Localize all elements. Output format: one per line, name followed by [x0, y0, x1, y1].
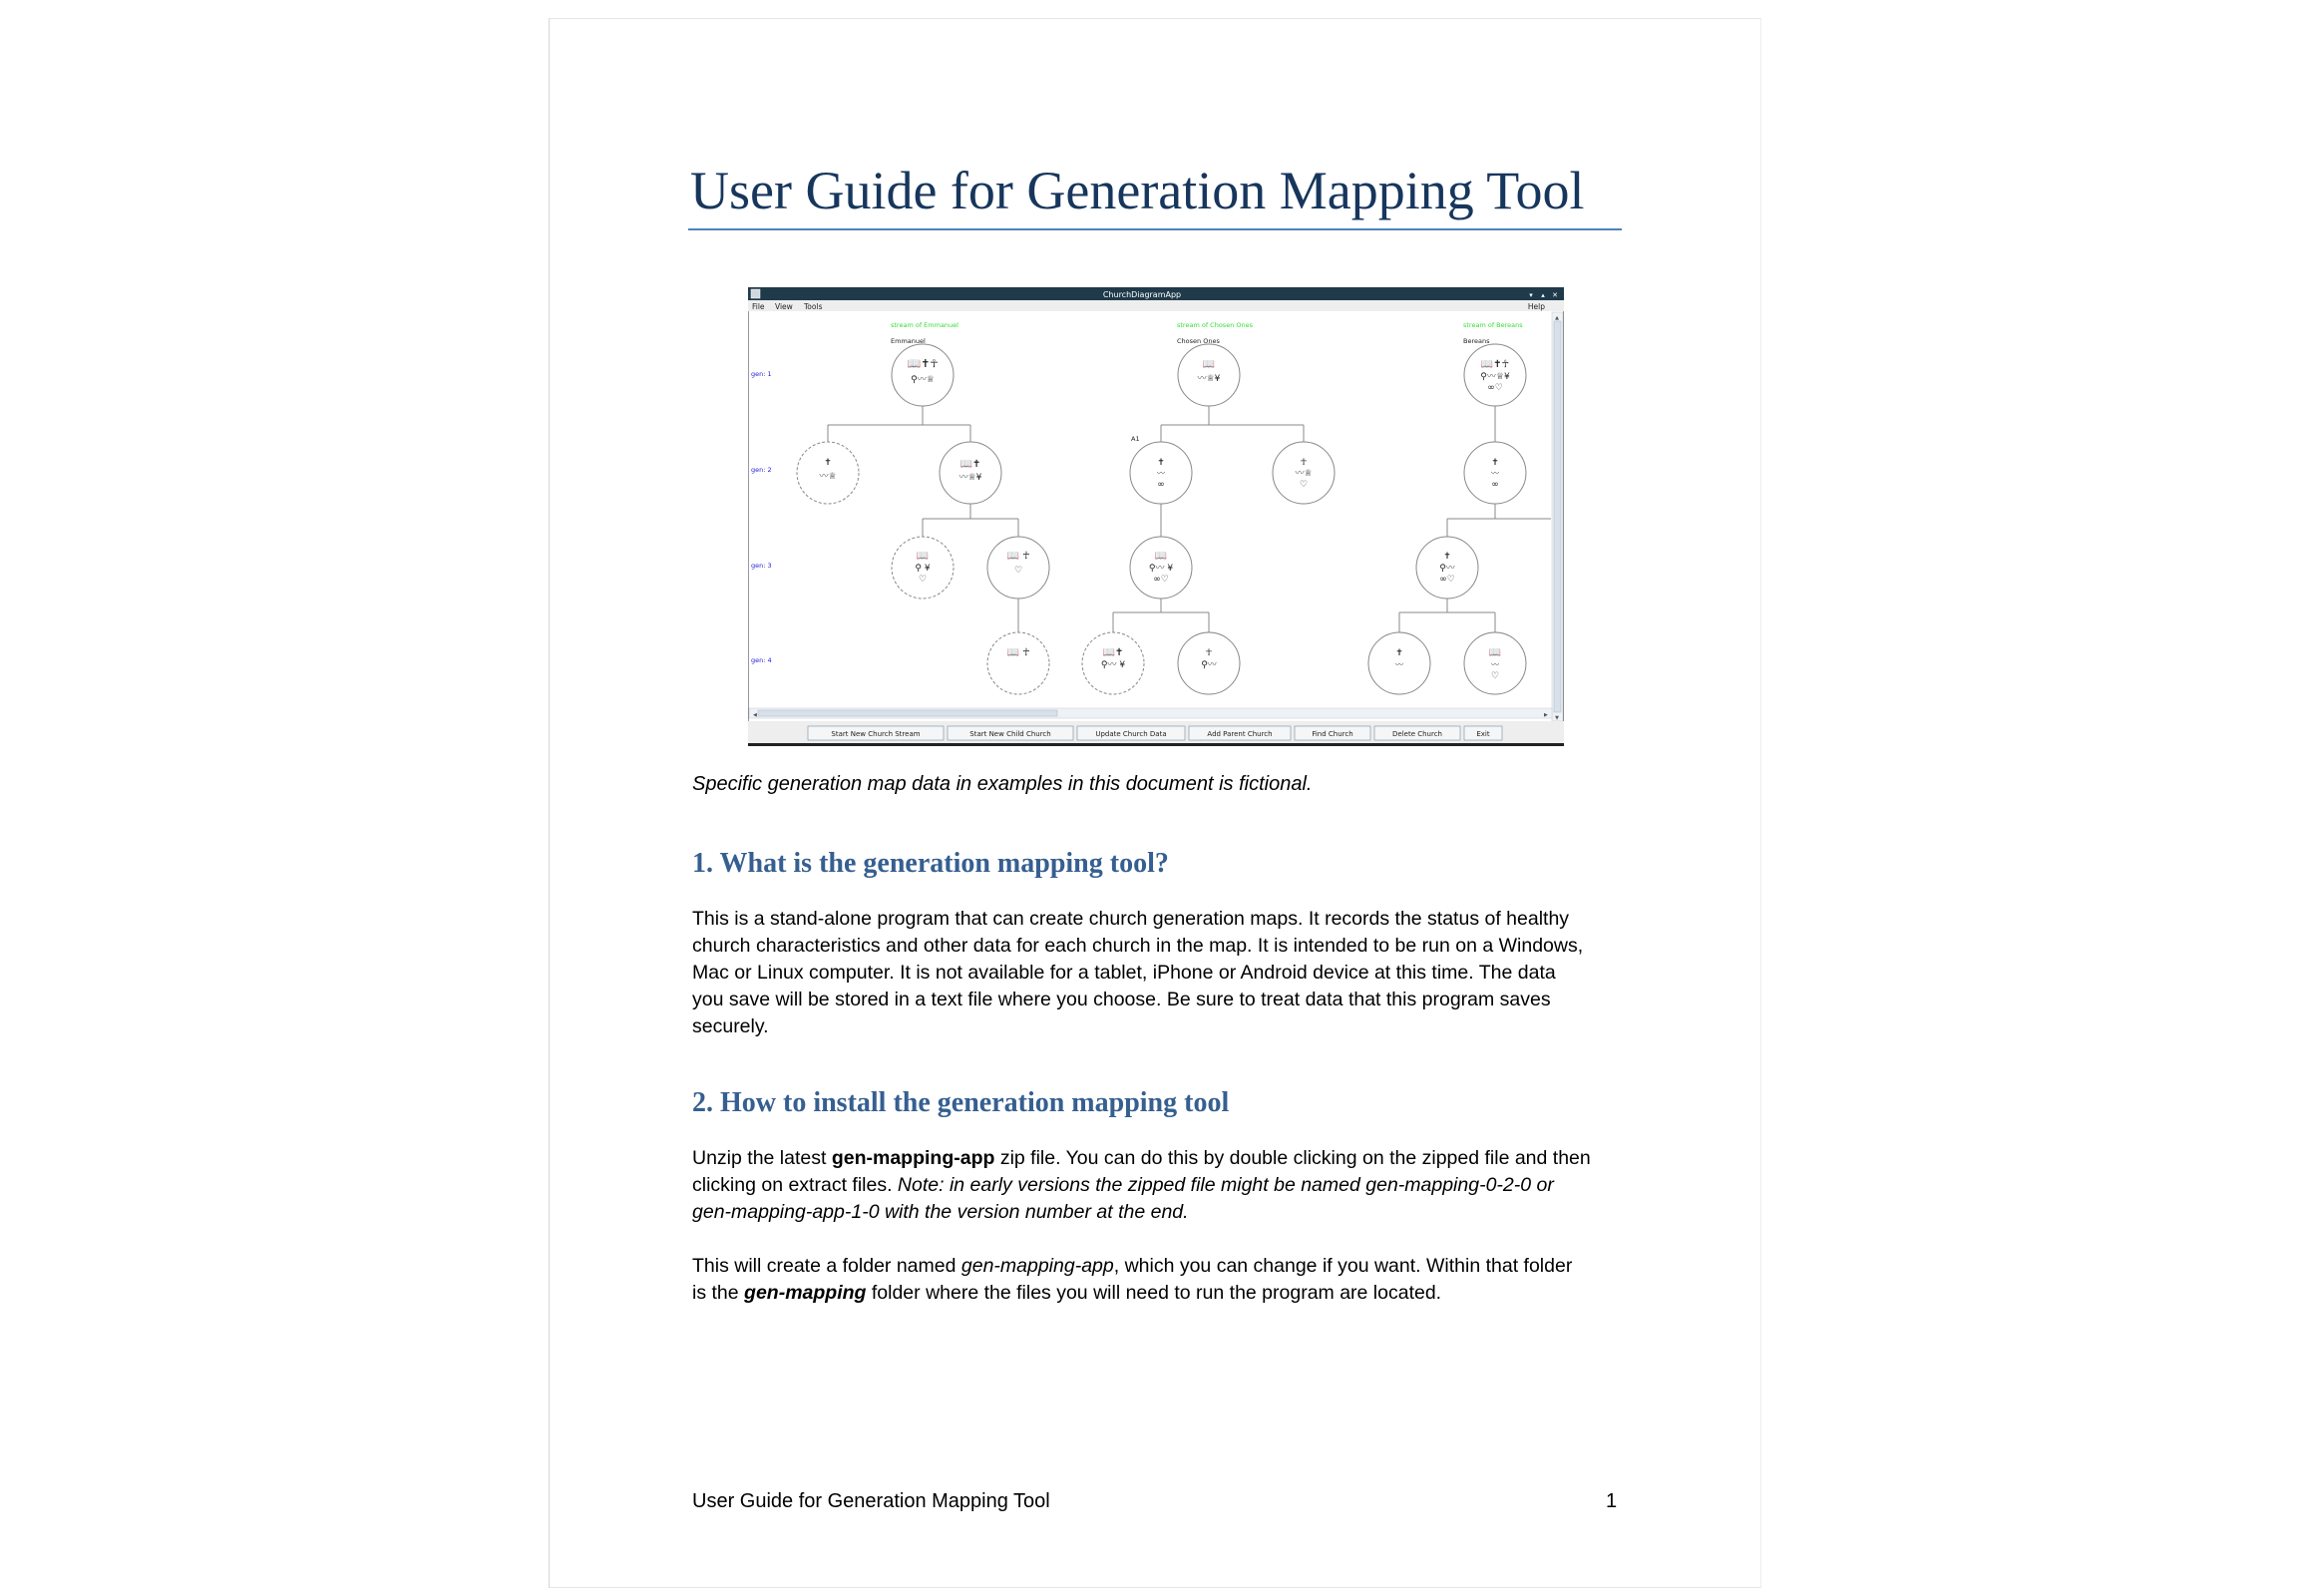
church-node[interactable] — [1082, 632, 1144, 694]
svg-text:📖: 📖 — [1154, 551, 1168, 562]
church-node[interactable] — [1273, 442, 1335, 504]
find-church-button[interactable] — [1295, 726, 1370, 740]
church-node[interactable] — [1368, 632, 1430, 694]
svg-text:✝: ✝ — [824, 458, 832, 468]
page-number: 1 — [1606, 1490, 1618, 1512]
svg-text:Start New Child Church: Start New Child Church — [969, 730, 1051, 738]
svg-text:📖: 📖 — [1488, 647, 1502, 658]
section-1-paragraph — [692, 906, 1630, 1040]
svg-text:📖✝: 📖✝ — [959, 459, 981, 470]
update-church-data-button[interactable] — [1077, 726, 1185, 740]
document-title: User Guide for Generation Mapping Tool — [690, 161, 1585, 220]
app-window-icon — [751, 289, 760, 298]
svg-text:♡: ♡ — [1490, 671, 1500, 681]
svg-text:⚲〰 ¥: ⚲〰 ¥ — [1148, 564, 1174, 574]
svg-text:∞: ∞ — [1157, 480, 1165, 490]
delete-church-button[interactable] — [1374, 726, 1460, 740]
svg-text:📖: 📖 — [916, 551, 930, 562]
add-parent-church-button[interactable] — [1189, 726, 1291, 740]
app-window-title: ChurchDiagramApp — [1102, 290, 1182, 299]
paragraph-line: Mac or Linux computer. It is not available for a tablet, iPhone or Android device at this time. The data — [692, 962, 1556, 984]
svg-text:∞: ∞ — [1491, 480, 1499, 490]
church-node[interactable] — [1464, 632, 1526, 694]
root-church-name: Emmanuel — [891, 337, 926, 345]
svg-text:Add Parent Church: Add Parent Church — [1207, 730, 1273, 738]
subfolder-name: gen-mapping — [744, 1282, 867, 1304]
church-node[interactable] — [892, 344, 954, 406]
svg-text:Delete Church: Delete Church — [1392, 730, 1442, 738]
generation-label: gen: 2 — [751, 466, 772, 474]
svg-text:▼: ▼ — [1555, 715, 1559, 721]
church-node[interactable] — [1464, 344, 1526, 406]
church-node[interactable] — [1178, 344, 1240, 406]
church-node[interactable] — [987, 632, 1049, 694]
app-close-button[interactable]: ✕ — [1552, 291, 1558, 299]
svg-text:⚲ ¥: ⚲ ¥ — [915, 564, 931, 574]
diagram-canvas[interactable] — [749, 312, 1551, 719]
folder-name: gen-mapping-app — [960, 1255, 1114, 1277]
paragraph-line: you save will be stored in a text file where you choose. Be sure to treat data that this program saves — [692, 989, 1551, 1010]
svg-text:📖: 📖 — [1202, 359, 1216, 370]
svg-text:Start New Church Stream: Start New Church Stream — [831, 730, 921, 738]
svg-text:▶: ▶ — [1544, 712, 1548, 718]
church-node[interactable] — [1130, 442, 1192, 504]
svg-text:✝: ✝ — [1395, 648, 1403, 658]
version-note: Note: in early versions the zipped file might be named gen-mapping-0-2-0 or — [897, 1174, 1554, 1196]
app-minimize-button[interactable]: ▾ — [1529, 291, 1533, 299]
svg-text:〰♕: 〰♕ — [1295, 469, 1313, 479]
menu-file[interactable]: File — [752, 302, 765, 311]
svg-text:◀: ◀ — [753, 712, 757, 718]
stream-label: stream of Chosen Ones — [1177, 321, 1254, 329]
svg-text:∞♡: ∞♡ — [1153, 575, 1169, 585]
svg-text:〰♕¥: 〰♕¥ — [958, 473, 982, 483]
start-new-child-church-button[interactable] — [948, 726, 1073, 740]
svg-text:📖✝: 📖✝ — [1102, 647, 1124, 658]
paragraph-line: This will create a folder named gen-mapping-app, which you can change if you want. Within that folder — [692, 1255, 1573, 1277]
svg-text:⚲〰: ⚲〰 — [1439, 564, 1455, 574]
svg-text:Exit: Exit — [1476, 730, 1490, 738]
svg-text:✝: ✝ — [1157, 458, 1165, 468]
generation-label: gen: 3 — [751, 562, 772, 570]
svg-text:📖✝☥: 📖✝☥ — [1480, 359, 1510, 370]
svg-text:〰: 〰 — [1157, 469, 1165, 478]
generation-label: gen: 4 — [751, 656, 772, 664]
svg-text:▲: ▲ — [1555, 315, 1559, 321]
church-node[interactable] — [1178, 632, 1240, 694]
church-node[interactable] — [940, 442, 1001, 504]
section-2-paragraph-1 — [692, 1145, 1630, 1226]
svg-text:Find Church: Find Church — [1312, 730, 1353, 738]
church-node[interactable] — [1416, 537, 1478, 598]
svg-text:⚲〰♕¥: ⚲〰♕¥ — [1480, 372, 1510, 382]
paragraph-line: is the gen-mapping folder where the files you will need to run the program are located. — [692, 1282, 1442, 1304]
paragraph-line: gen-mapping-app-1-0 with the version number at the end. — [692, 1201, 1189, 1223]
title-underline — [688, 228, 1622, 230]
svg-text:📖✝☥: 📖✝☥ — [907, 357, 939, 370]
svg-text:✝: ✝ — [1491, 458, 1499, 468]
svg-text:♡: ♡ — [918, 575, 928, 585]
svg-text:〰: 〰 — [1491, 469, 1499, 478]
svg-text:☥: ☥ — [1205, 648, 1213, 658]
paragraph-line: Unzip the latest gen-mapping-app zip file. You can do this by double clicking on the zipped file and then — [692, 1147, 1591, 1169]
svg-text:⚲〰♕: ⚲〰♕ — [911, 375, 935, 385]
app-zip-name: gen-mapping-app — [831, 1147, 995, 1169]
church-node[interactable] — [892, 537, 954, 598]
church-node[interactable] — [987, 537, 1049, 598]
paragraph-line: clicking on extract files. Note: in early versions the zipped file might be named gen-mapping-0-2-0 or — [692, 1174, 1554, 1196]
root-church-name: Bereans — [1463, 337, 1490, 345]
node-tag: A1 — [1131, 435, 1140, 443]
svg-text:⚲〰: ⚲〰 — [1201, 660, 1217, 670]
svg-text:Update Church Data: Update Church Data — [1095, 730, 1167, 738]
svg-text:∞♡: ∞♡ — [1487, 383, 1503, 393]
section-2-paragraph-2 — [692, 1253, 1630, 1307]
svg-text:∞♡: ∞♡ — [1439, 575, 1455, 585]
app-screenshot — [748, 287, 1564, 746]
menu-tools[interactable]: Tools — [804, 302, 823, 311]
svg-text:⚲〰 ¥: ⚲〰 ¥ — [1100, 660, 1126, 670]
svg-text:📖 ☥: 📖 ☥ — [1006, 551, 1030, 562]
church-node[interactable] — [797, 442, 859, 504]
generation-label: gen: 1 — [751, 370, 772, 378]
document-page — [549, 18, 1761, 1588]
exit-button[interactable] — [1464, 726, 1502, 740]
stream-label: stream of Bereans — [1463, 321, 1523, 329]
svg-text:📖 ☥: 📖 ☥ — [1006, 647, 1030, 658]
section-1-heading: 1. What is the generation mapping tool? — [692, 848, 1169, 879]
svg-text:☥: ☥ — [1300, 458, 1308, 468]
svg-text:〰♕¥: 〰♕¥ — [1197, 374, 1221, 384]
app-maximize-button[interactable]: ▴ — [1541, 291, 1545, 299]
root-church-name: Chosen Ones — [1177, 337, 1220, 345]
menu-view[interactable]: View — [775, 302, 793, 311]
svg-text:〰: 〰 — [1395, 660, 1403, 669]
svg-text:♡: ♡ — [1013, 566, 1023, 576]
stream-label: stream of Emmanuel — [891, 321, 958, 329]
start-new-church-stream-button[interactable] — [808, 726, 944, 740]
figure-caption: Specific generation map data in examples in this document is fictional. — [692, 773, 1313, 795]
church-node[interactable] — [1464, 442, 1526, 504]
paragraph-line: securely. — [692, 1015, 769, 1037]
svg-text:〰♕: 〰♕ — [819, 472, 837, 482]
svg-text:〰: 〰 — [1491, 660, 1499, 669]
svg-text:✝: ✝ — [1443, 552, 1451, 562]
church-node[interactable] — [1130, 537, 1192, 598]
section-2-heading: 2. How to install the generation mapping tool — [692, 1087, 1230, 1118]
paragraph-line: This is a stand-alone program that can create church generation maps. It records the status of healthy — [692, 908, 1570, 930]
menu-help[interactable]: Help — [1527, 302, 1545, 311]
paragraph-line: church characteristics and other data for each church in the map. It is intended to be run on a Windows, — [692, 935, 1584, 957]
footer-title: User Guide for Generation Mapping Tool — [692, 1490, 1050, 1512]
svg-text:♡: ♡ — [1299, 480, 1309, 490]
